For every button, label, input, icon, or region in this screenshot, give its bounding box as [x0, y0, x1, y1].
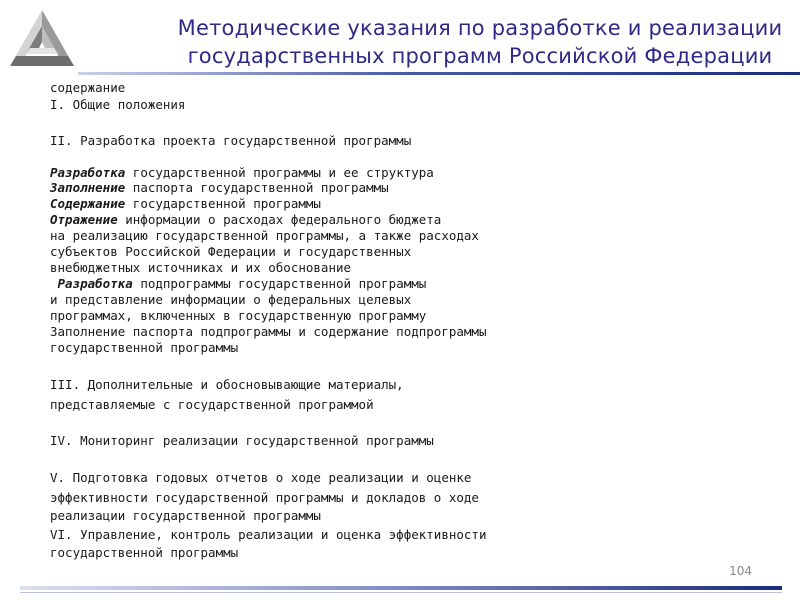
header-divider — [78, 72, 800, 75]
toc-item-continued: субъектов Российской Федерации и государственных — [50, 244, 412, 259]
toc-section-3: III. Дополнительные и обосновывающие материалы, — [50, 377, 404, 392]
toc-item-continued: внебюджетных источниках и их обоснование — [50, 260, 352, 275]
toc-section-6-continued: государственной программы — [50, 545, 239, 560]
toc-item-keyword: Содержание — [50, 196, 126, 211]
toc-item: Заполнение паспорта подпрограммы и содержание подпрограммы — [50, 324, 487, 339]
footer-underline — [20, 592, 782, 593]
toc-section-4: IV. Мониторинг реализации государственной программы — [50, 433, 434, 448]
footer-divider — [20, 586, 782, 590]
toc-section-2: II. Разработка проекта государственной программы — [50, 133, 412, 148]
toc-item-text: государственной программы и ее структура — [125, 165, 434, 180]
toc-section-3-continued: представляемые с государственной программой — [50, 397, 374, 412]
page-title — [170, 14, 790, 70]
toc-item-keyword: Разработка — [50, 165, 126, 180]
toc-section-1: I. Общие положения — [50, 97, 186, 112]
toc-section-5-continued: реализации государственной программы — [50, 508, 321, 523]
toc-item — [50, 180, 389, 196]
toc-item — [50, 276, 426, 292]
impossible-triangle-icon — [8, 8, 76, 72]
toc-item-text: паспорта государственной программы — [125, 180, 389, 195]
toc-item-text: информации о расходах федерального бюджета — [117, 212, 442, 227]
toc-section-5: V. Подготовка годовых отчетов о ходе реализации и оценке — [50, 470, 472, 485]
toc-item-continued: государственной программы — [50, 340, 239, 355]
toc-item-keyword: Разработка — [57, 276, 133, 291]
toc-item-keyword: Отражение — [50, 212, 118, 227]
toc-item — [50, 212, 441, 228]
toc-item-continued: на реализацию государственной программы, а также расходах — [50, 228, 479, 243]
toc-item — [50, 165, 434, 181]
title-line-1: Методические указания по разработке и реализации — [177, 16, 783, 40]
toc-item-text: государственной программы — [125, 196, 321, 211]
page-number: 104 — [729, 564, 752, 578]
toc-item — [50, 196, 321, 212]
toc-heading: содержание — [50, 80, 126, 95]
toc-item-continued: и представление информации о федеральных целевых — [50, 292, 412, 307]
toc-item-continued: программах, включенных в государственную программу — [50, 308, 427, 323]
toc-item-text: подпрограммы государственной программы — [132, 276, 427, 291]
toc-section-6: VI. Управление, контроль реализации и оценка эффективности — [50, 527, 487, 542]
title-line-2: государственных программ Российской Федерации — [187, 44, 773, 68]
toc-item-keyword: Заполнение — [50, 180, 126, 195]
toc-section-5-continued: эффективности государственной программы и докладов о ходе — [50, 490, 479, 505]
